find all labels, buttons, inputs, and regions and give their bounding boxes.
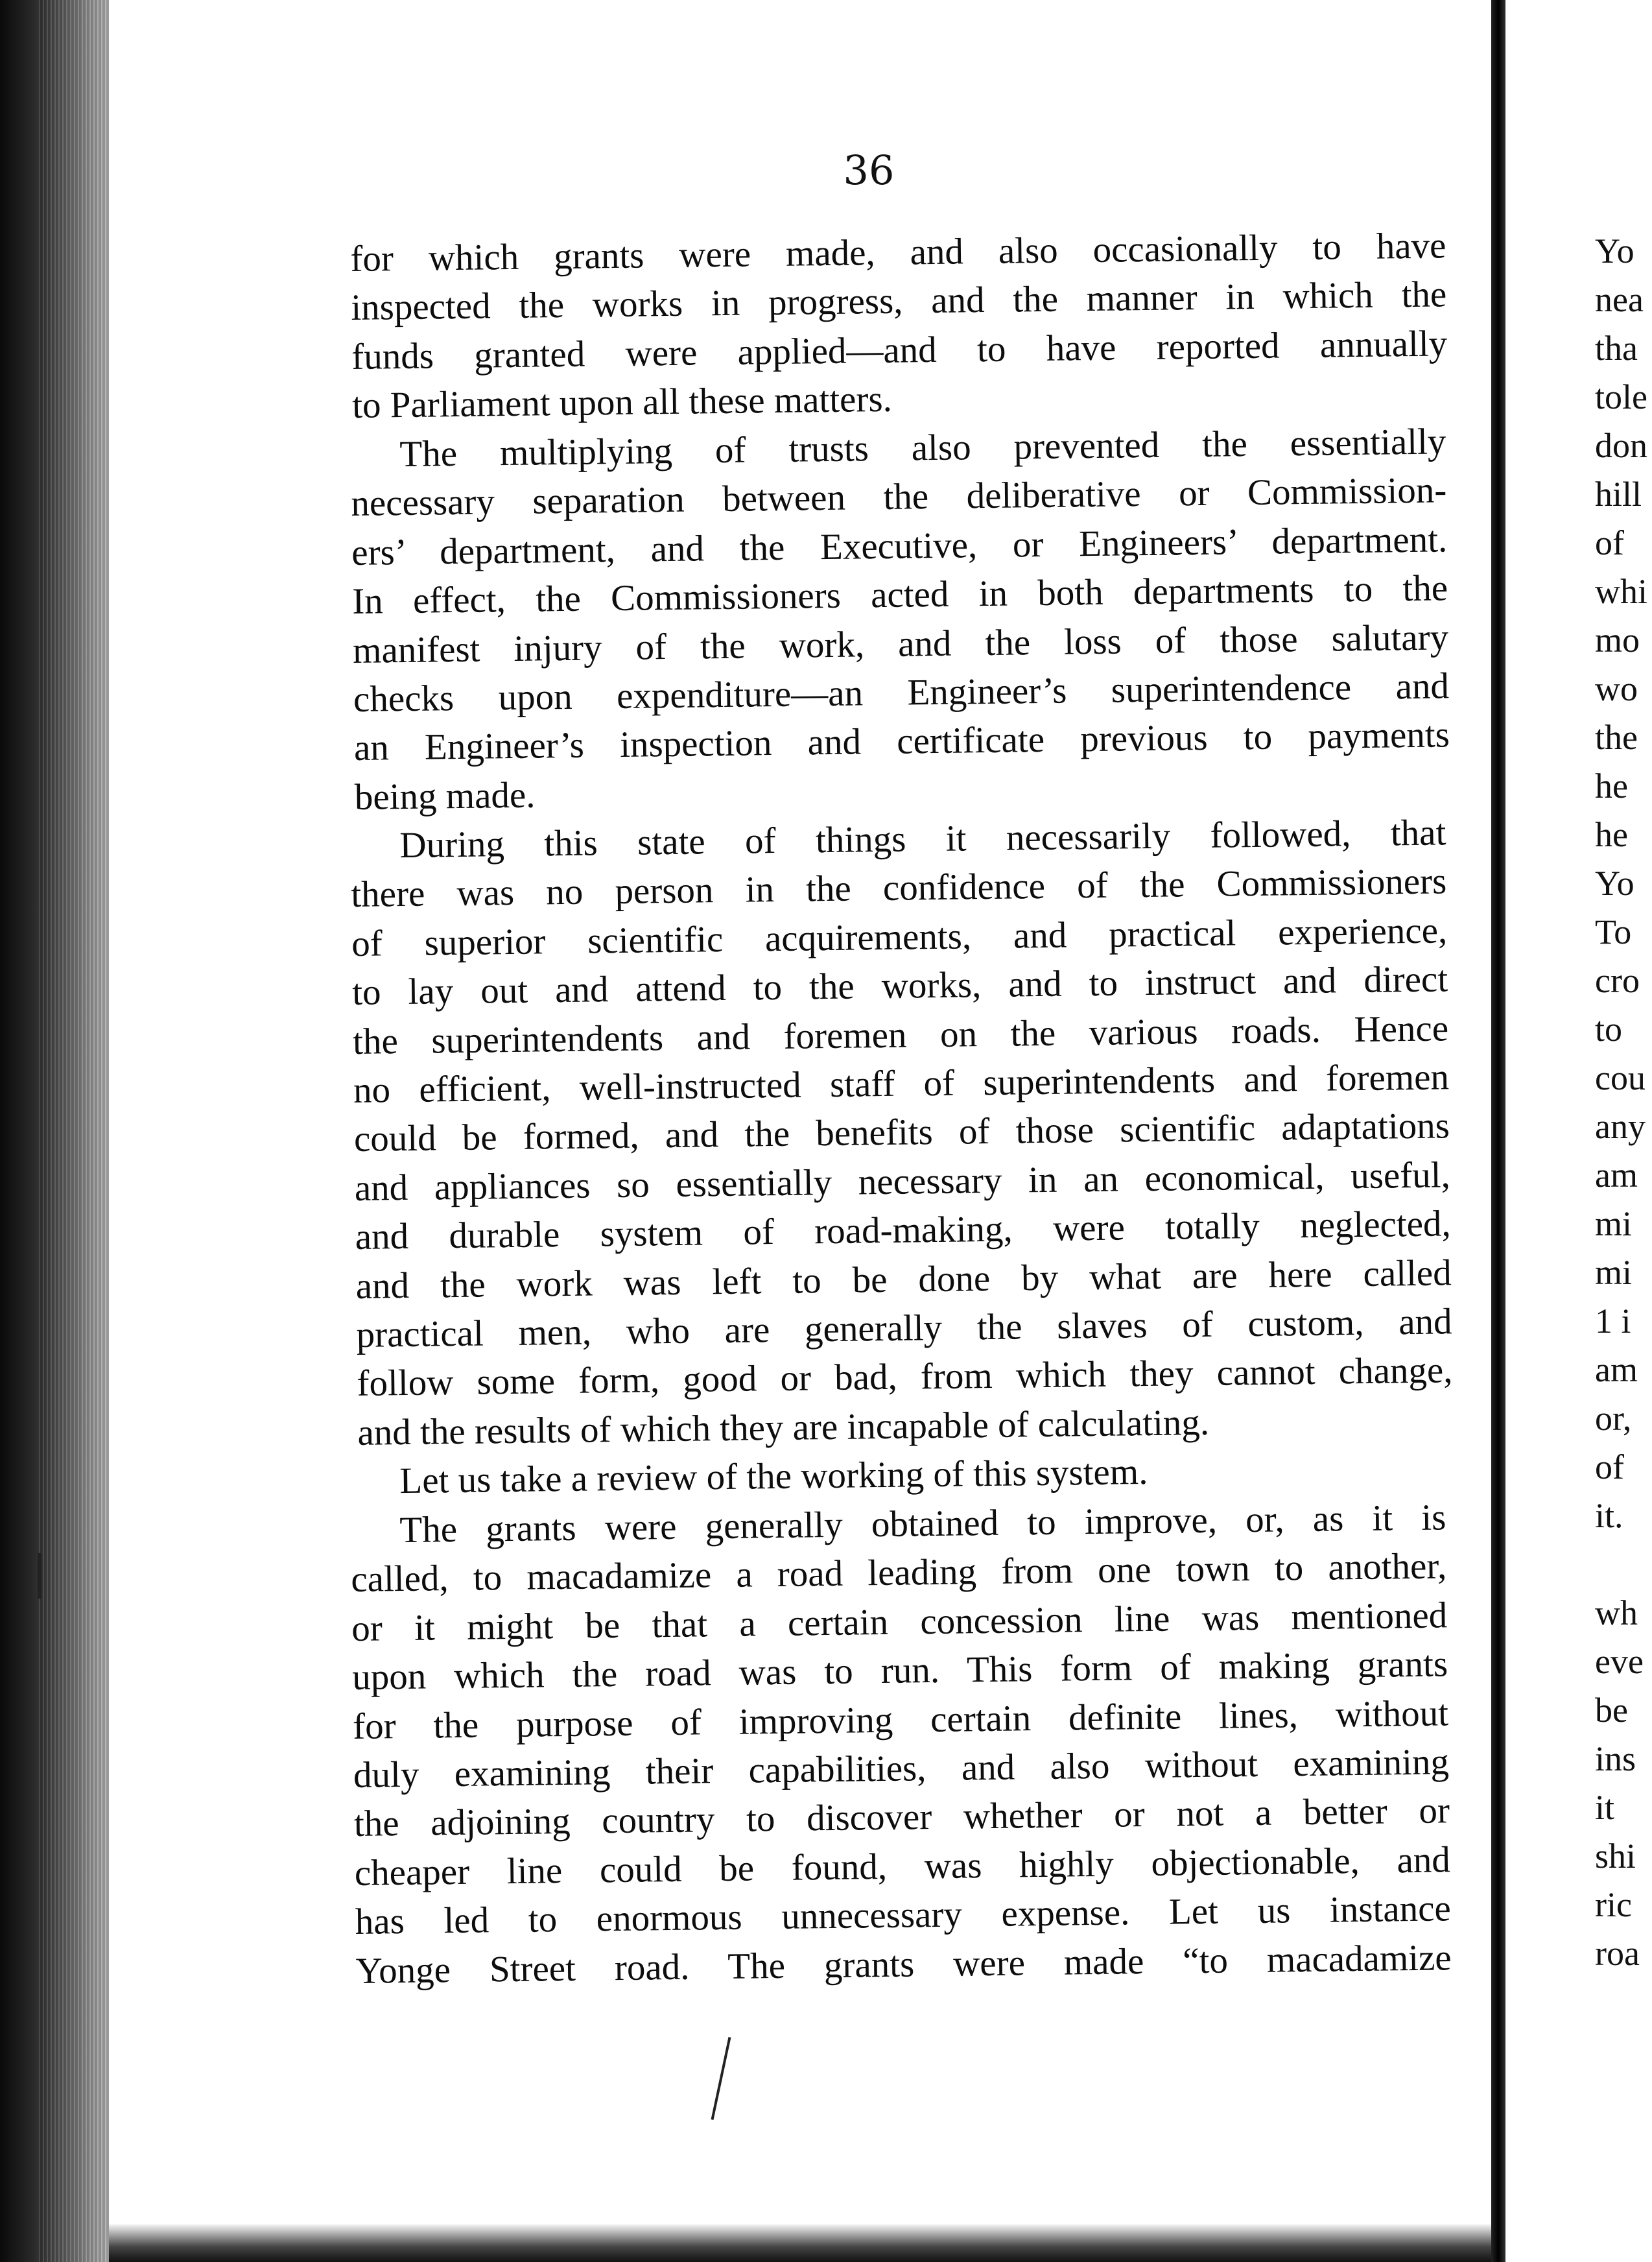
text-fragment: he bbox=[1595, 767, 1628, 805]
text-line: or it might be that a certain concession line was mentioned bbox=[351, 1594, 1448, 1649]
text-fragment: wh bbox=[1595, 1593, 1638, 1632]
text-fragment: am bbox=[1595, 1156, 1638, 1195]
page-number: 36 bbox=[843, 147, 895, 194]
text-fragment: the bbox=[1595, 718, 1638, 757]
text-fragment: it bbox=[1595, 1788, 1615, 1827]
text-fragment: To bbox=[1595, 912, 1632, 951]
text-line: for which grants were made, and also occasionally to have bbox=[350, 225, 1446, 280]
text-line: the superintendents and foremen on the various roads. Hence bbox=[352, 1007, 1449, 1062]
text-fragment: or, bbox=[1595, 1399, 1632, 1438]
text-fragment: don bbox=[1595, 426, 1647, 465]
text-fragment: cou bbox=[1595, 1058, 1646, 1097]
text-line: and the results of which they are incapable of calculating. bbox=[357, 1401, 1210, 1453]
text-line: has led to enormous unnecessary expense. Let us instance bbox=[355, 1888, 1452, 1942]
text-line: practical men, who are generally the slaves of custom, and bbox=[356, 1301, 1452, 1355]
text-fragment: cro bbox=[1595, 961, 1640, 1000]
text-line: to Parliament upon all these matters. bbox=[351, 379, 893, 427]
text-fragment: Yo bbox=[1595, 232, 1634, 270]
text-fragment: he bbox=[1595, 815, 1628, 854]
text-line: follow some form, good or bad, from which they cannot change, bbox=[357, 1350, 1453, 1405]
text-fragment: any bbox=[1595, 1107, 1646, 1146]
text-line: ers’ department, and the Executive, or Engineers’ department. bbox=[351, 518, 1448, 573]
text-fragment: 1 i bbox=[1595, 1302, 1631, 1340]
text-line: upon which the road was to run. This form of making grants bbox=[351, 1643, 1448, 1698]
text-line: During this state of things it necessarily followed, that bbox=[399, 812, 1446, 866]
text-fragment: to bbox=[1595, 1010, 1623, 1049]
facing-page-text bbox=[1595, 227, 1647, 1978]
text-fragment: am bbox=[1595, 1350, 1638, 1389]
text-fragment: mo bbox=[1595, 621, 1640, 660]
text-line: cheaper line could be found, was highly objectionable, and bbox=[354, 1839, 1451, 1894]
text-line: an Engineer’s inspection and certificate previous to payments bbox=[353, 714, 1450, 769]
text-line: and the work was left to be done by what are here called bbox=[355, 1252, 1452, 1307]
text-line: inspected the works in progress, and the manner in which the bbox=[350, 274, 1447, 329]
paragraph-2 bbox=[350, 417, 1450, 822]
text-line: of superior scientific acquirements, and practical experience, bbox=[351, 910, 1448, 964]
text-fragment: mi bbox=[1595, 1204, 1633, 1243]
text-line: necessary separation between the deliberative or Commission- bbox=[350, 470, 1447, 525]
text-line: and durable system of road-making, were totally neglected, bbox=[355, 1203, 1452, 1258]
text-fragment: eve bbox=[1595, 1642, 1644, 1681]
text-fragment: of bbox=[1595, 1447, 1624, 1486]
text-fragment: ric bbox=[1595, 1885, 1632, 1924]
text-line: to lay out and attend to the works, and to instruct and direct bbox=[351, 958, 1448, 1014]
paragraph-5 bbox=[350, 1493, 1452, 1995]
text-fragment: it. bbox=[1595, 1496, 1623, 1535]
text-line: for the purpose of improving certain definite lines, without bbox=[352, 1692, 1449, 1747]
text-line: The grants were generally obtained to improve, or, as it is bbox=[399, 1496, 1446, 1551]
text-fragment: roa bbox=[1595, 1934, 1640, 1973]
text-line: duly examining their capabilities, and also without examining bbox=[353, 1741, 1450, 1796]
page-bottom-shadow bbox=[109, 2224, 1496, 2262]
text-fragment: hill bbox=[1595, 475, 1642, 514]
text-line: called, to macadamize a road leading from one town to another, bbox=[350, 1545, 1447, 1600]
text-line: funds granted were applied—and to have reported annually bbox=[351, 323, 1448, 377]
text-fragment: tole bbox=[1595, 377, 1647, 416]
page-body-text bbox=[350, 225, 1453, 1995]
text-fragment: wo bbox=[1595, 669, 1638, 708]
text-line: manifest injury of the work, and the loss of those salutary bbox=[352, 616, 1449, 671]
text-line: Let us take a review of the working of this system. bbox=[399, 1451, 1148, 1502]
text-fragment: nea bbox=[1595, 280, 1644, 319]
text-line: being made. bbox=[354, 774, 536, 818]
page-edges bbox=[39, 0, 110, 2262]
ink-mark bbox=[38, 1553, 41, 1599]
text-line: checks upon expenditure—an Engineer’s superintendence and bbox=[353, 665, 1450, 720]
text-line: the adjoining country to discover whether or not a better or bbox=[353, 1790, 1450, 1844]
text-line: and appliances so essentially necessary in an economical, useful, bbox=[354, 1154, 1451, 1209]
paragraph-gap bbox=[1595, 1540, 1647, 1589]
text-fragment: tha bbox=[1595, 329, 1638, 368]
text-fragment: mi bbox=[1595, 1253, 1633, 1292]
text-line: The multiplying of trusts also prevented the essentially bbox=[399, 420, 1446, 475]
text-line: could be formed, and the benefits of those scientific adaptations bbox=[353, 1105, 1450, 1160]
text-line: there was no person in the confidence of the Commissioners bbox=[350, 861, 1447, 916]
text-fragment: shi bbox=[1595, 1837, 1636, 1875]
text-fragment: of bbox=[1595, 523, 1624, 562]
text-line: no efficient, well-instructed staff of superintendents and foremen bbox=[353, 1056, 1450, 1111]
book-gutter bbox=[1491, 0, 1505, 2262]
paragraph-1 bbox=[350, 221, 1448, 430]
text-line: In effect, the Commissioners acted in both departments to the bbox=[351, 567, 1448, 622]
text-fragment: be bbox=[1595, 1691, 1628, 1730]
paragraph-3 bbox=[350, 808, 1454, 1457]
text-fragment: ins bbox=[1595, 1739, 1636, 1778]
text-fragment: whi bbox=[1595, 572, 1647, 611]
text-fragment: Yo bbox=[1595, 864, 1634, 903]
text-line: Yonge Street road. The grants were made “to macadamize bbox=[355, 1936, 1452, 1992]
